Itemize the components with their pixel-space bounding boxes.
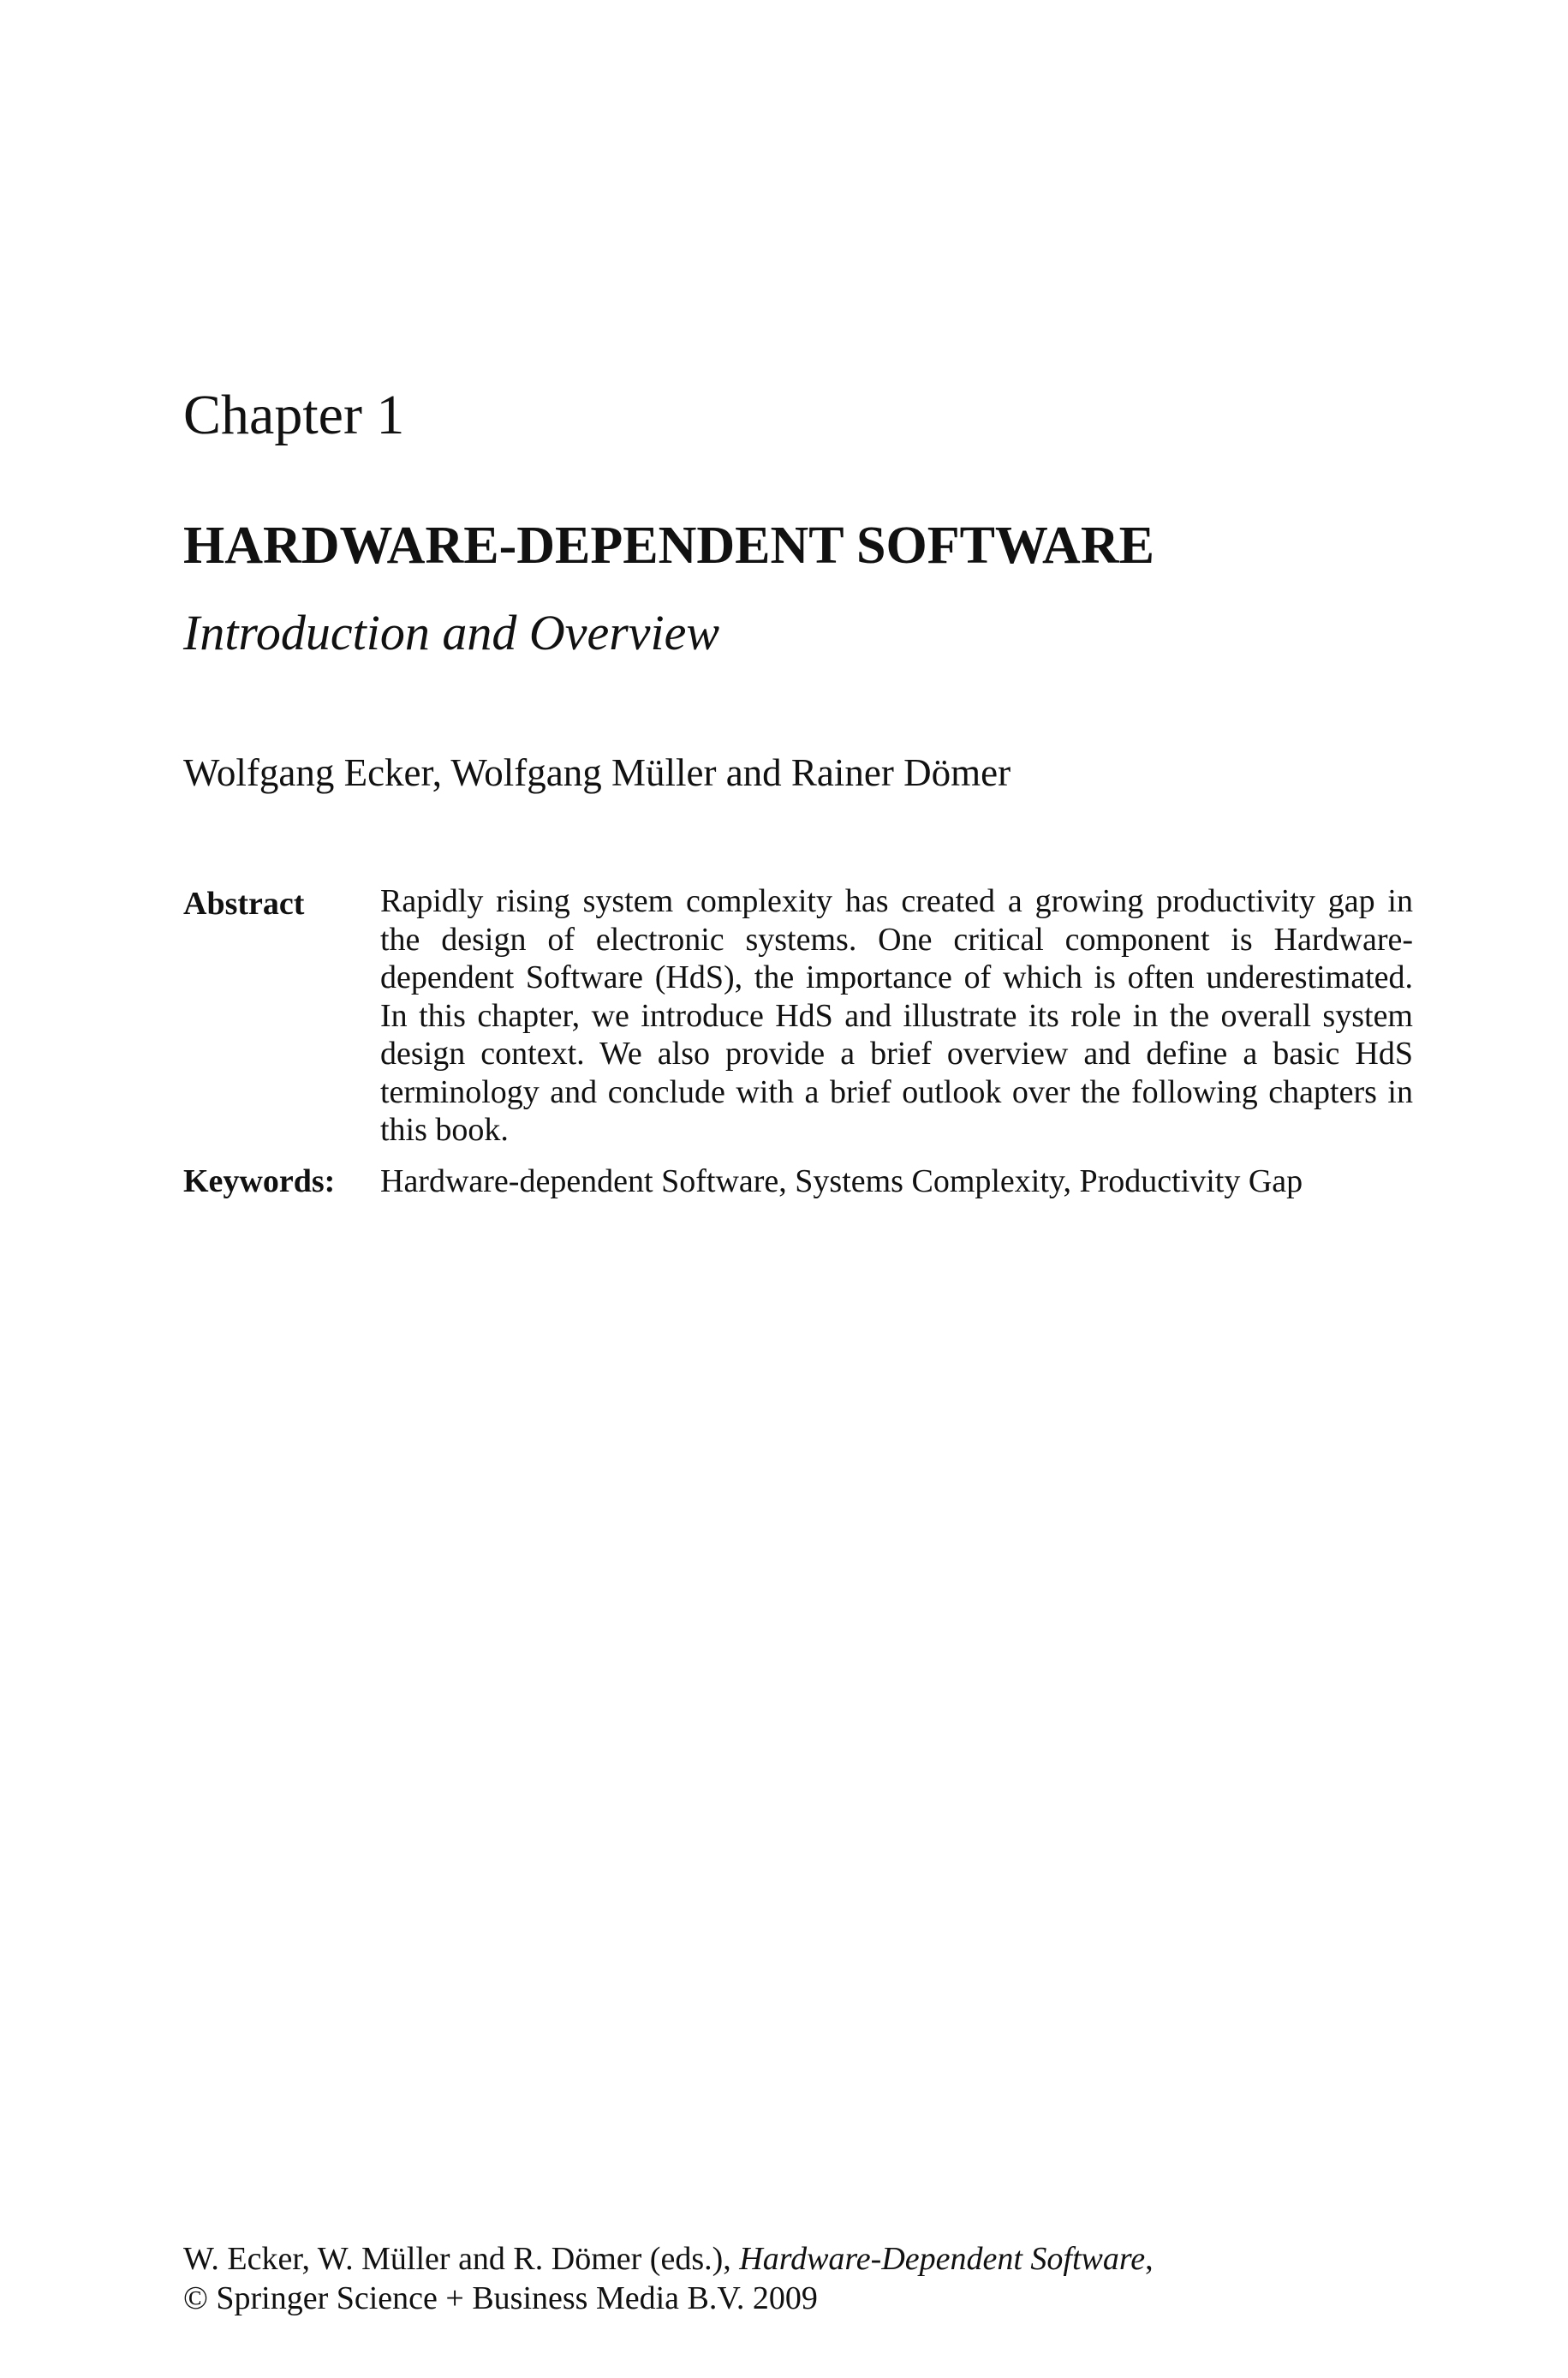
chapter-label: Chapter 1	[183, 384, 405, 446]
chapter-title: HARDWARE-DEPENDENT SOFTWARE	[183, 517, 1154, 575]
chapter-authors: Wolfgang Ecker, Wolfgang Müller and Rainer Dömer	[183, 751, 1011, 794]
keywords-label: Keywords:	[183, 1163, 336, 1199]
chapter-subtitle: Introduction and Overview	[183, 605, 720, 660]
abstract-text: Rapidly rising system complexity has created a growing productivity gap in the design of electronic systems. One critical component is Hardware-dependent Software (HdS), the importance of which is often underestimated. In this chapter, we introduce HdS and illustrate its role in the overall system design context. We also provide a brief overview and define a basic HdS terminology and conclude with a brief outlook over the following chapters in this book.	[380, 883, 1413, 1148]
abstract-label: Abstract	[183, 886, 305, 922]
copyright-footer	[183, 2239, 1154, 2318]
footer-citation-line	[183, 2239, 1154, 2279]
footer-book-title: Hardware-Dependent Software	[739, 2241, 1146, 2277]
keywords-text: Hardware-dependent Software, Systems Complexity, Productivity Gap	[380, 1163, 1303, 1199]
footer-copyright-line: © Springer Science + Business Media B.V. 2009	[183, 2280, 818, 2316]
footer-citation-suffix: ,	[1145, 2241, 1154, 2277]
footer-editors: W. Ecker, W. Müller and R. Dömer (eds.),	[183, 2241, 740, 2277]
